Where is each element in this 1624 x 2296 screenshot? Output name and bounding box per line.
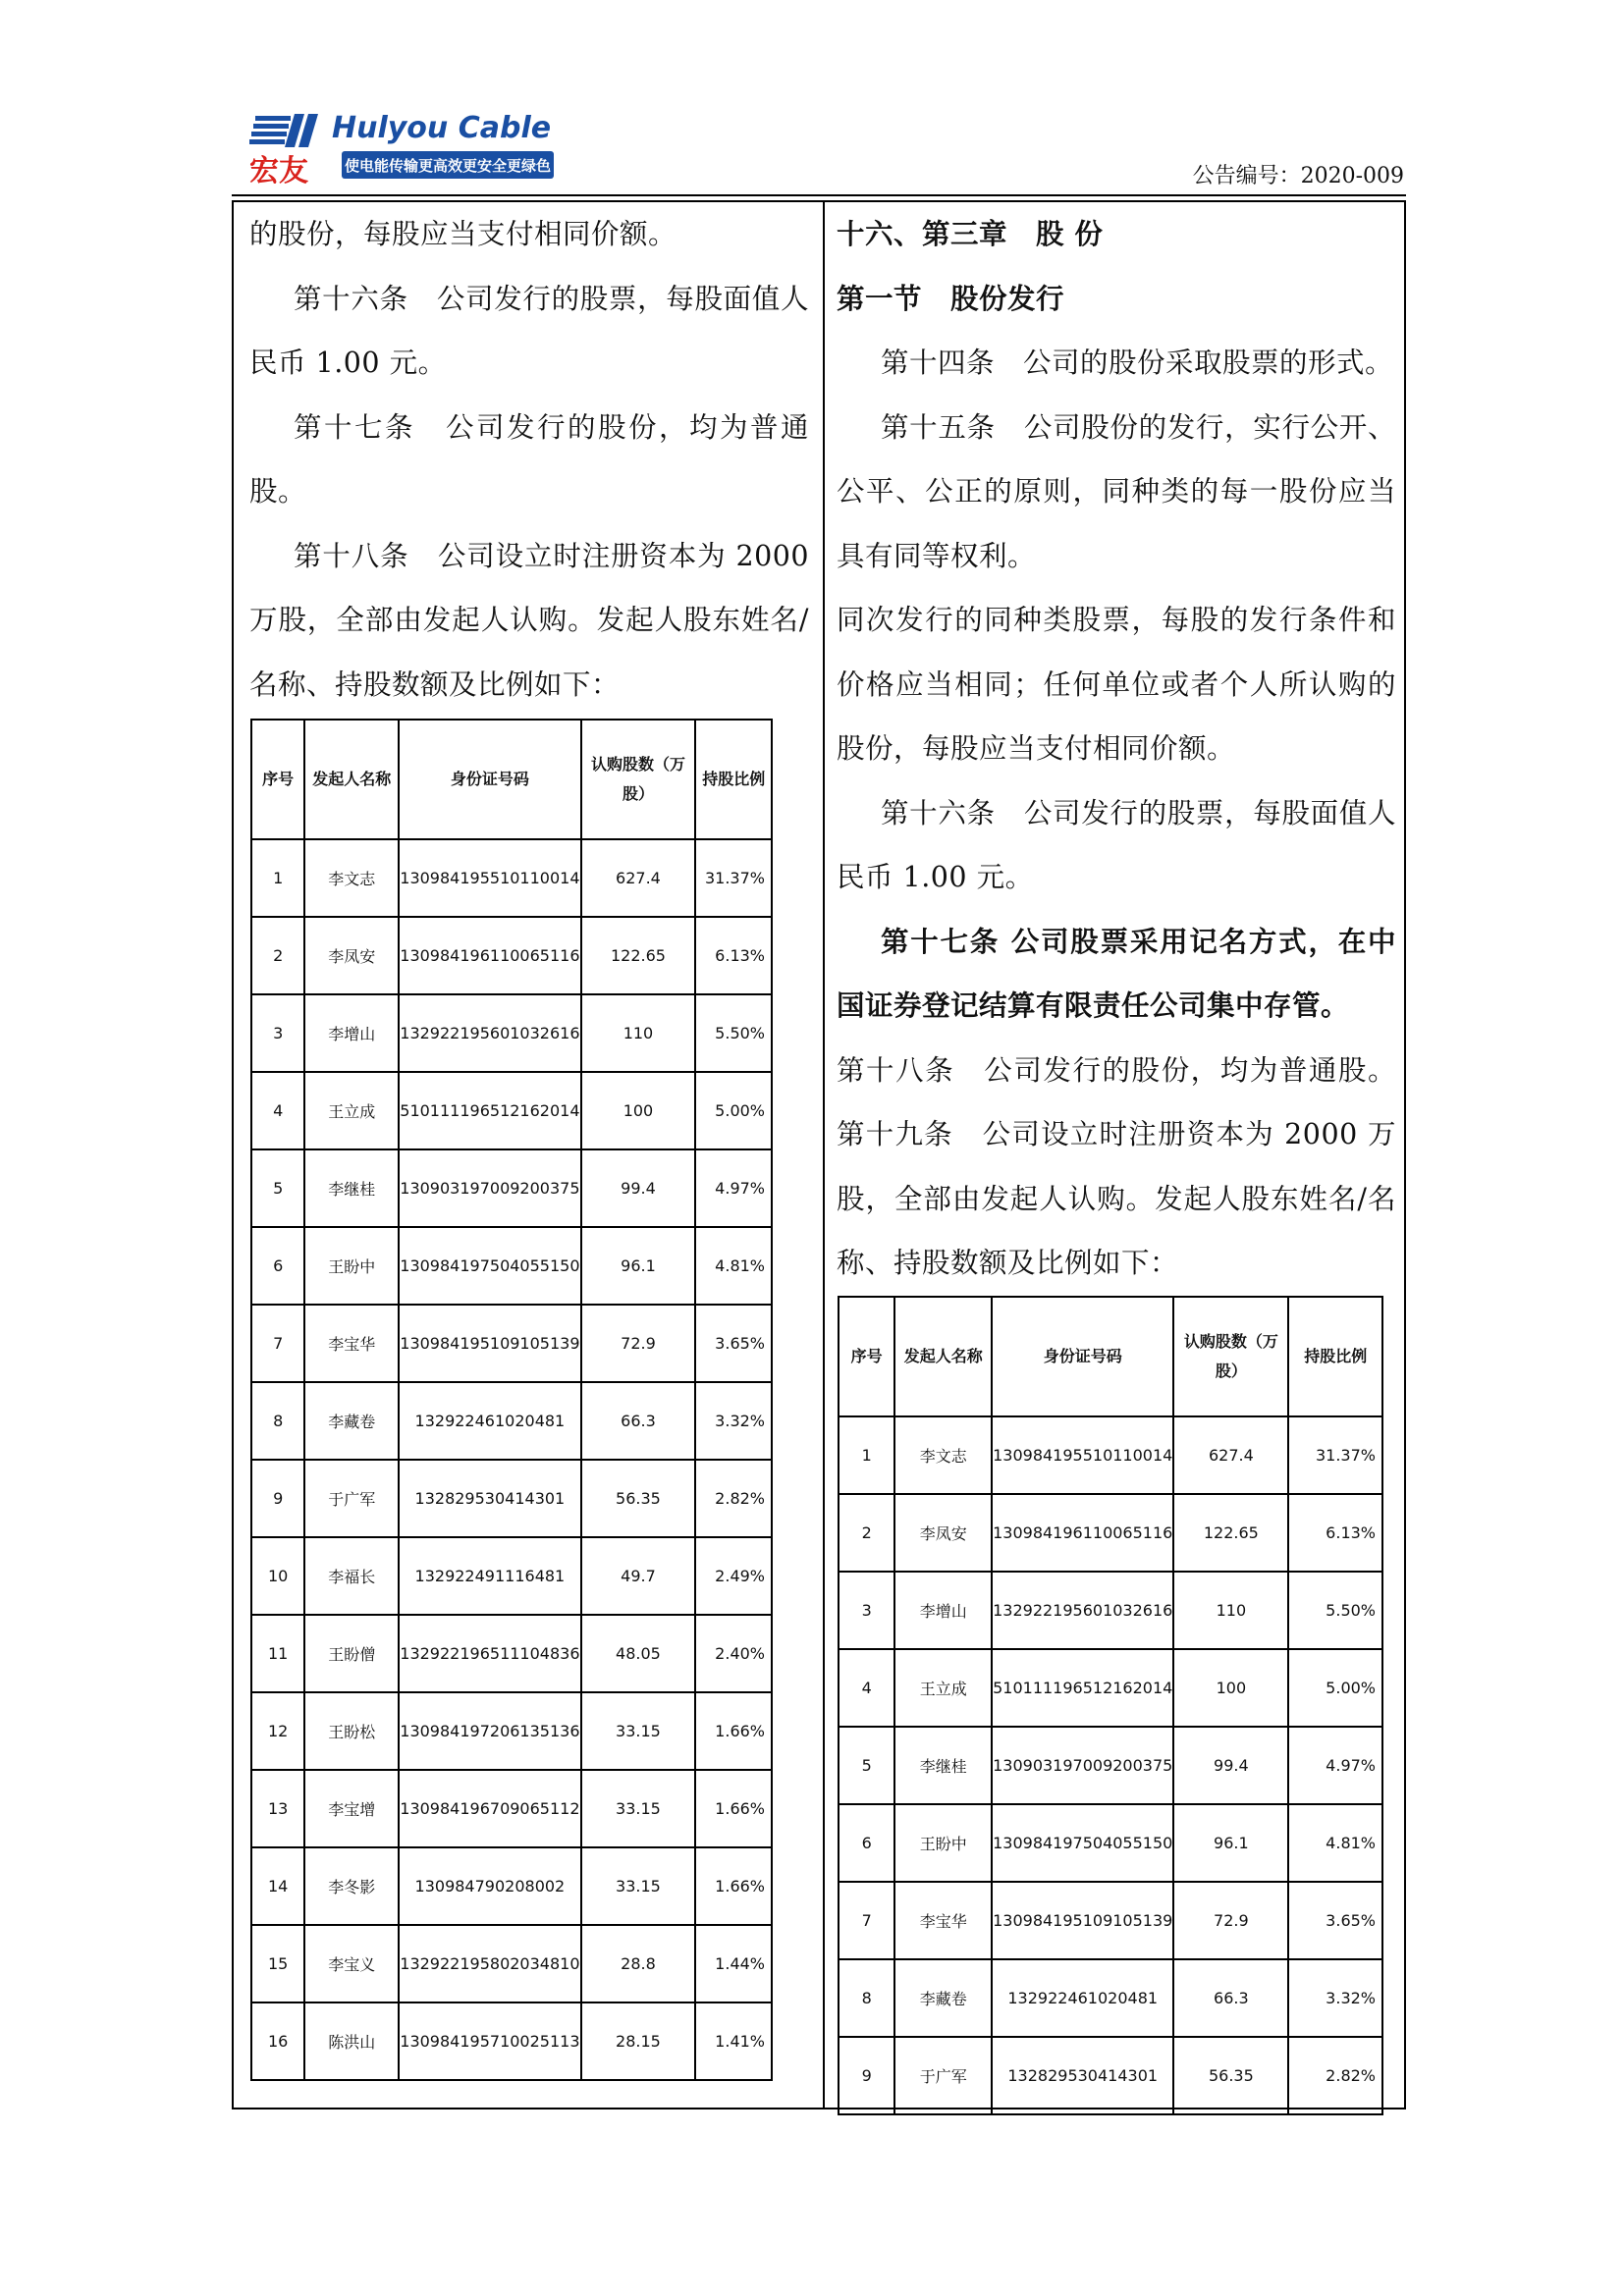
name-cell: 李增山 [894, 1572, 992, 1649]
ratio-cell: 3.65% [695, 1305, 772, 1382]
seq-cell: 3 [839, 1572, 894, 1649]
right-line-14: 股，全部由发起人认购。发起人股东姓名/名 [837, 1182, 1396, 1215]
right-line-15: 称、持股数额及比例如下： [837, 1247, 1179, 1279]
table-row [251, 1382, 772, 1460]
table-row [251, 1925, 772, 2002]
ratio-cell: 4.81% [695, 1227, 772, 1305]
name-cell: 李宝华 [894, 1882, 992, 1959]
logo-en-text: Hulyou Cable [332, 111, 552, 145]
right-chapter-heading: 十六、第三章 股 份 [837, 217, 1104, 250]
logo-cn-text: 宏友 [249, 154, 308, 187]
ratio-cell: 2.49% [695, 1537, 772, 1615]
id-cell: 510111196512162014 [399, 1072, 580, 1149]
seq-cell: 2 [251, 917, 304, 994]
seq-cell: 7 [839, 1882, 894, 1959]
right-line-3: 公平、公正的原则，同种类的每一股份应当 [837, 475, 1396, 507]
right-line-4: 具有同等权利。 [837, 539, 1037, 572]
shares-cell: 28.15 [581, 2002, 696, 2080]
table-row [839, 1959, 1382, 2037]
notice-number: 公告编号：2020-009 [1192, 164, 1404, 188]
left-line-4: 第十七条 公司发行的股份，均为普通 [294, 410, 809, 444]
id-cell: 132922195802034810 [399, 1925, 580, 2002]
table-row [251, 1770, 772, 1847]
ratio-cell: 1.66% [695, 1770, 772, 1847]
name-cell: 王立成 [304, 1072, 399, 1149]
left-line-3: 民币 1.00 元。 [249, 347, 447, 379]
table-row [251, 1847, 772, 1925]
name-cell: 李宝义 [304, 1925, 399, 2002]
seq-cell: 9 [839, 2037, 894, 2114]
table-row [251, 2002, 772, 2080]
right-section-heading: 第一节 股份发行 [837, 281, 1065, 315]
name-cell: 李文志 [304, 839, 399, 917]
seq-cell: 3 [251, 994, 304, 1072]
shares-cell: 72.9 [581, 1305, 696, 1382]
seq-cell: 13 [251, 1770, 304, 1847]
company-logo [245, 108, 560, 187]
id-cell: 130984790208002 [399, 1847, 580, 1925]
shares-cell: 100 [581, 1072, 696, 1149]
left-line-2: 第十六条 公司发行的股票，每股面值人 [294, 282, 809, 315]
left-line-1: 的股份，每股应当支付相同价额。 [249, 218, 677, 250]
seq-cell: 9 [251, 1460, 304, 1537]
table-row [839, 1649, 1382, 1727]
ratio-cell: 3.32% [1288, 1959, 1382, 2037]
right-line-1: 第十四条 公司的股份采取股票的形式。 [881, 347, 1394, 379]
seq-cell: 1 [839, 1416, 894, 1494]
left-line-5: 股。 [249, 475, 307, 507]
ratio-cell: 3.32% [695, 1382, 772, 1460]
shares-cell: 33.15 [581, 1847, 696, 1925]
table-header-row [839, 1297, 1382, 1416]
seq-cell: 14 [251, 1847, 304, 1925]
header-seq: 序号 [251, 720, 304, 839]
header-id: 身份证号码 [992, 1297, 1173, 1416]
name-cell: 李增山 [304, 994, 399, 1072]
ratio-cell: 2.82% [695, 1460, 772, 1537]
header-id: 身份证号码 [399, 720, 580, 839]
seq-cell: 16 [251, 2002, 304, 2080]
left-column-original [249, 202, 809, 717]
shares-cell: 122.65 [581, 917, 696, 994]
table-row [251, 917, 772, 994]
table-row [839, 1572, 1382, 1649]
seq-cell: 7 [251, 1305, 304, 1382]
name-cell: 于广军 [304, 1460, 399, 1537]
name-cell: 于广军 [894, 2037, 992, 2114]
ratio-cell: 31.37% [1288, 1416, 1382, 1494]
shares-cell: 96.1 [1173, 1804, 1288, 1882]
shares-cell: 66.3 [581, 1382, 696, 1460]
shares-cell: 56.35 [1173, 2037, 1288, 2114]
seq-cell: 12 [251, 1692, 304, 1770]
name-cell: 王盼中 [304, 1227, 399, 1305]
id-cell: 132829530414301 [992, 2037, 1173, 2114]
seq-cell: 8 [251, 1382, 304, 1460]
shares-cell: 56.35 [581, 1460, 696, 1537]
ratio-cell: 4.81% [1288, 1804, 1382, 1882]
name-cell: 李凤安 [304, 917, 399, 994]
name-cell: 李藏卷 [894, 1959, 992, 2037]
table-row [839, 1882, 1382, 1959]
name-cell: 李宝增 [304, 1770, 399, 1847]
shares-cell: 28.8 [581, 1925, 696, 2002]
ratio-cell: 4.97% [1288, 1727, 1382, 1804]
id-cell: 130984195510110014 [399, 839, 580, 917]
right-line-7: 股份，每股应当支付相同价额。 [837, 732, 1236, 765]
ratio-cell: 1.66% [695, 1847, 772, 1925]
shares-cell: 110 [581, 994, 696, 1072]
ratio-cell: 1.41% [695, 2002, 772, 2080]
header-name: 发起人名称 [304, 720, 399, 839]
table-row [839, 2037, 1382, 2114]
table-row [251, 1537, 772, 1615]
seq-cell: 15 [251, 1925, 304, 2002]
table-row [251, 994, 772, 1072]
right-shareholder-table [838, 1296, 1383, 2115]
table-row [251, 1149, 772, 1227]
table-row [251, 1615, 772, 1692]
page-header [245, 108, 1404, 194]
right-line-9: 民币 1.00 元。 [837, 861, 1034, 893]
table-row [251, 1692, 772, 1770]
comparison-table-frame [232, 200, 1406, 2109]
right-line-5: 同次发行的同种类股票，每股的发行条件和 [837, 604, 1396, 636]
name-cell: 陈洪山 [304, 2002, 399, 2080]
header-name: 发起人名称 [894, 1297, 992, 1416]
ratio-cell: 5.50% [1288, 1572, 1382, 1649]
seq-cell: 5 [251, 1149, 304, 1227]
name-cell: 李继桂 [894, 1727, 992, 1804]
shares-cell: 99.4 [581, 1149, 696, 1227]
id-cell: 130984196709065112 [399, 1770, 580, 1847]
ratio-cell: 31.37% [695, 839, 772, 917]
shares-cell: 627.4 [1173, 1416, 1288, 1494]
seq-cell: 5 [839, 1727, 894, 1804]
seq-cell: 4 [839, 1649, 894, 1727]
left-shareholder-table [250, 719, 773, 2081]
ratio-cell: 1.66% [695, 1692, 772, 1770]
ratio-cell: 5.50% [695, 994, 772, 1072]
column-divider [823, 202, 825, 2108]
header-ratio: 持股比例 [1288, 1297, 1382, 1416]
table-row [251, 1227, 772, 1305]
ratio-cell: 5.00% [695, 1072, 772, 1149]
seq-cell: 4 [251, 1072, 304, 1149]
header-seq: 序号 [839, 1297, 894, 1416]
header-rule [232, 194, 1406, 196]
id-cell: 132829530414301 [399, 1460, 580, 1537]
name-cell: 王立成 [894, 1649, 992, 1727]
name-cell: 李冬影 [304, 1847, 399, 1925]
logo-slogan: 使电能传输更高效更安全更绿色 [344, 157, 552, 175]
seq-cell: 11 [251, 1615, 304, 1692]
right-line-10: 第十七条 公司股票采用记名方式，在中 [881, 924, 1396, 958]
id-cell: 132922195601032616 [992, 1572, 1173, 1649]
shares-cell: 100 [1173, 1649, 1288, 1727]
header-ratio: 持股比例 [695, 720, 772, 839]
shares-cell: 33.15 [581, 1770, 696, 1847]
name-cell: 李继桂 [304, 1149, 399, 1227]
id-cell: 510111196512162014 [992, 1649, 1173, 1727]
right-line-11: 国证券登记结算有限责任公司集中存管。 [837, 988, 1350, 1022]
table-row [839, 1804, 1382, 1882]
table-row [251, 1460, 772, 1537]
right-line-2: 第十五条 公司股份的发行，实行公开、 [881, 410, 1396, 444]
shares-cell: 627.4 [581, 839, 696, 917]
right-line-6: 价格应当相同；任何单位或者个人所认购的 [837, 667, 1396, 701]
left-line-7: 万股，全部由发起人认购。发起人股东姓名/ [249, 604, 809, 636]
shares-cell: 33.15 [581, 1692, 696, 1770]
shares-cell: 72.9 [1173, 1882, 1288, 1959]
name-cell: 李藏卷 [304, 1382, 399, 1460]
id-cell: 130984195510110014 [992, 1416, 1173, 1494]
header-shares: 认购股数（万股） [581, 720, 696, 839]
name-cell: 李宝华 [304, 1305, 399, 1382]
id-cell: 130984197504055150 [992, 1804, 1173, 1882]
seq-cell: 2 [839, 1494, 894, 1572]
table-row [251, 839, 772, 917]
shares-cell: 49.7 [581, 1537, 696, 1615]
ratio-cell: 2.40% [695, 1615, 772, 1692]
table-row [839, 1727, 1382, 1804]
ratio-cell: 6.13% [695, 917, 772, 994]
ratio-cell: 2.82% [1288, 2037, 1382, 2114]
header-shares: 认购股数（万股） [1173, 1297, 1288, 1416]
table-row [251, 1072, 772, 1149]
id-cell: 130984195109105139 [992, 1882, 1173, 1959]
table-row [839, 1416, 1382, 1494]
id-cell: 132922195601032616 [399, 994, 580, 1072]
ratio-cell: 1.44% [695, 1925, 772, 2002]
name-cell: 李凤安 [894, 1494, 992, 1572]
ratio-cell: 4.97% [695, 1149, 772, 1227]
right-line-13: 第十九条 公司设立时注册资本为 2000 万 [837, 1118, 1396, 1150]
seq-cell: 8 [839, 1959, 894, 2037]
id-cell: 130903197009200375 [399, 1149, 580, 1227]
id-cell: 130984195710025113 [399, 2002, 580, 2080]
id-cell: 132922196511104836 [399, 1615, 580, 1692]
shares-cell: 122.65 [1173, 1494, 1288, 1572]
table-row [839, 1494, 1382, 1572]
id-cell: 130984197206135136 [399, 1692, 580, 1770]
ratio-cell: 6.13% [1288, 1494, 1382, 1572]
right-line-8: 第十六条 公司发行的股票，每股面值人 [881, 796, 1396, 829]
id-cell: 130984197504055150 [399, 1227, 580, 1305]
ratio-cell: 5.00% [1288, 1649, 1382, 1727]
seq-cell: 10 [251, 1537, 304, 1615]
id-cell: 130984196110065116 [399, 917, 580, 994]
shares-cell: 66.3 [1173, 1959, 1288, 2037]
shares-cell: 48.05 [581, 1615, 696, 1692]
table-header-row [251, 720, 772, 839]
seq-cell: 6 [251, 1227, 304, 1305]
id-cell: 130984196110065116 [992, 1494, 1173, 1572]
shares-cell: 110 [1173, 1572, 1288, 1649]
seq-cell: 6 [839, 1804, 894, 1882]
left-line-6: 第十八条 公司设立时注册资本为 2000 [294, 539, 809, 572]
id-cell: 132922491116481 [399, 1537, 580, 1615]
name-cell: 李福长 [304, 1537, 399, 1615]
shares-cell: 96.1 [581, 1227, 696, 1305]
name-cell: 李文志 [894, 1416, 992, 1494]
name-cell: 王盼松 [304, 1692, 399, 1770]
left-line-8: 名称、持股数额及比例如下： [249, 667, 621, 701]
ratio-cell: 3.65% [1288, 1882, 1382, 1959]
table-row [251, 1305, 772, 1382]
id-cell: 130984195109105139 [399, 1305, 580, 1382]
id-cell: 132922461020481 [992, 1959, 1173, 2037]
seq-cell: 1 [251, 839, 304, 917]
right-line-12: 第十八条 公司发行的股份，均为普通股。 [837, 1053, 1396, 1087]
shares-cell: 99.4 [1173, 1727, 1288, 1804]
id-cell: 130903197009200375 [992, 1727, 1173, 1804]
name-cell: 王盼中 [894, 1804, 992, 1882]
right-column-revised [837, 202, 1396, 1296]
id-cell: 132922461020481 [399, 1382, 580, 1460]
name-cell: 王盼僧 [304, 1615, 399, 1692]
